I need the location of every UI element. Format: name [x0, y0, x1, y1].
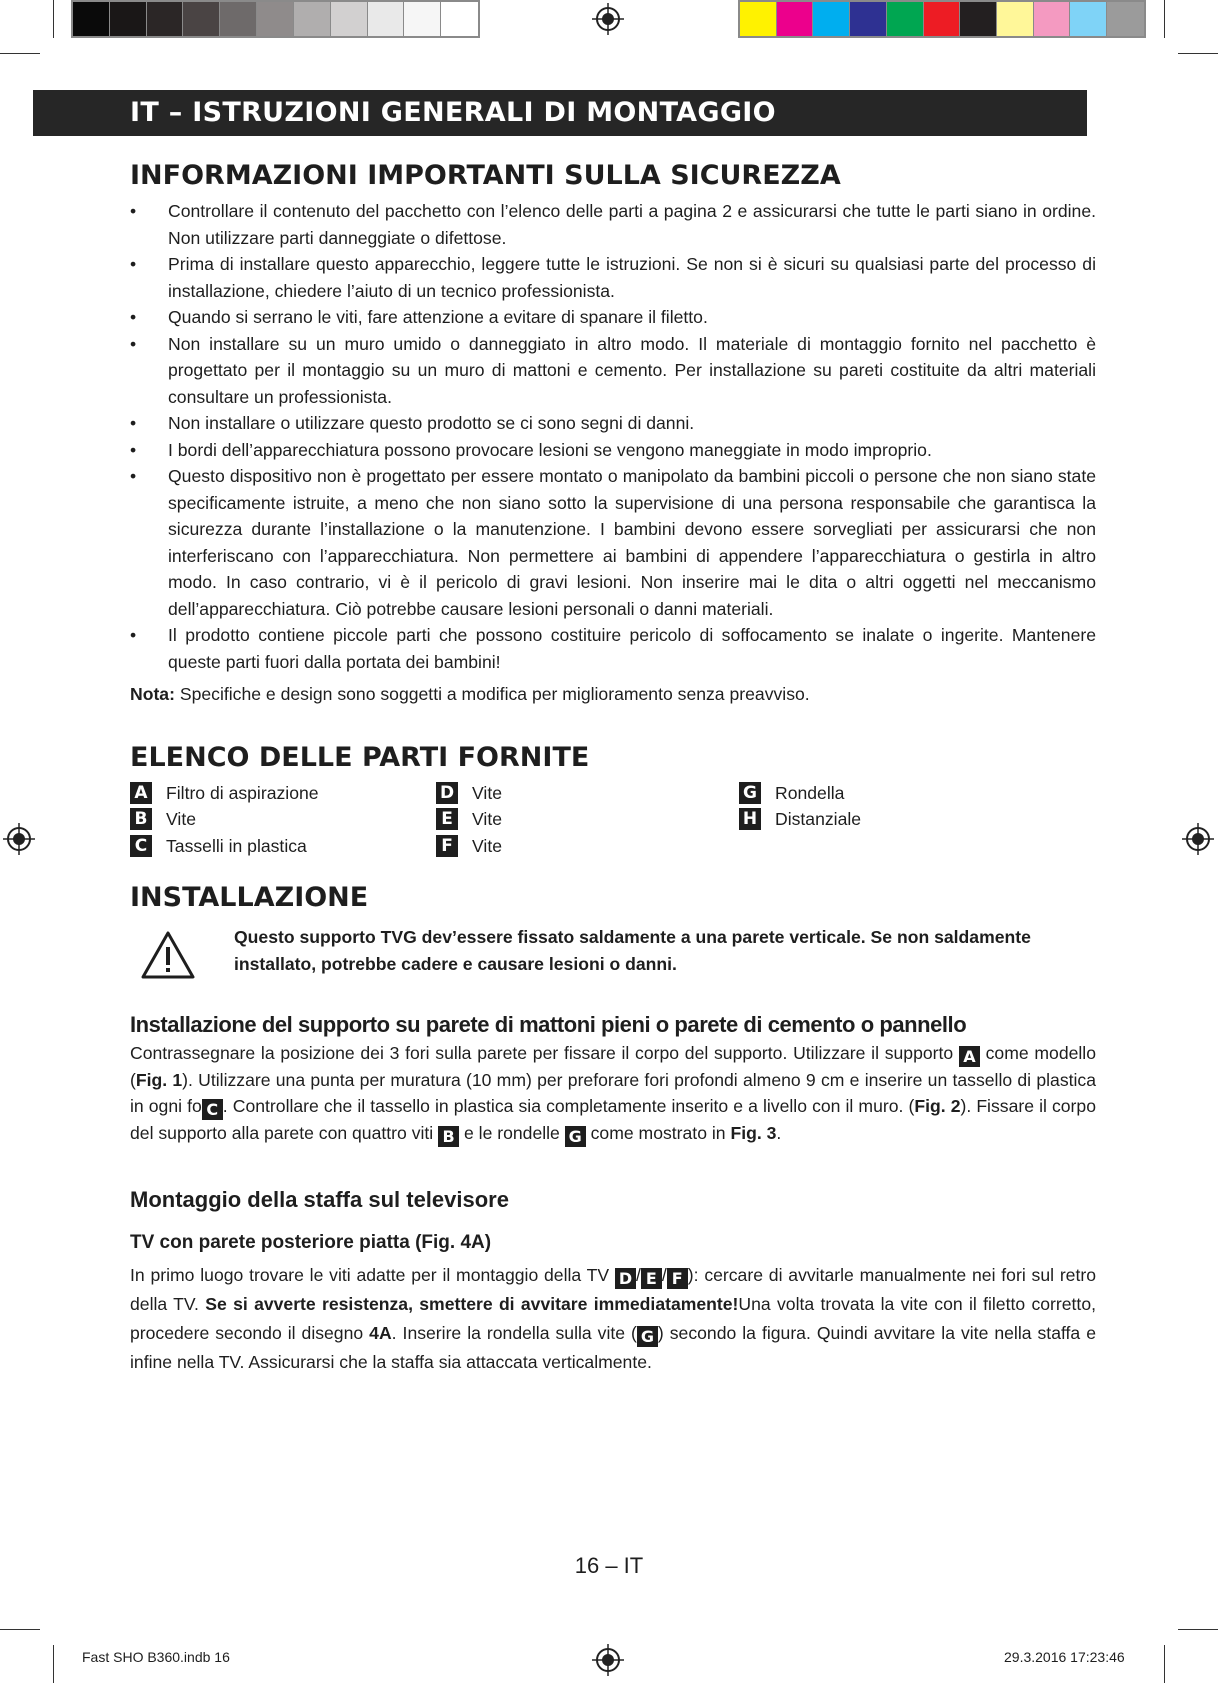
parts-list: [130, 780, 1096, 864]
part-name: Vite: [472, 782, 502, 803]
part-name: Distanziale: [775, 809, 862, 829]
color-swatch: [960, 2, 997, 36]
color-swatch: [924, 2, 961, 36]
parts-column: [436, 780, 502, 860]
figure-ref: Fig. 2: [914, 1096, 961, 1116]
text-run: Una volta trovata la vite con il filetto corretto, procedere secondo il disegno: [130, 1294, 1096, 1343]
part-name: Vite: [472, 809, 502, 829]
safety-item: [130, 251, 1096, 304]
bullet-icon: •: [130, 254, 137, 274]
part-badge-c: C: [202, 1099, 223, 1120]
color-swatch: [887, 2, 924, 36]
note-paragraph: [130, 681, 1096, 708]
figure-ref: Fig. 3: [730, 1123, 777, 1143]
part-letter-badge: G: [739, 782, 761, 804]
part-badge-g: G: [565, 1126, 586, 1147]
bullet-icon: •: [130, 333, 137, 354]
bold-warning-run: Se si avverte resistenza, smettere di avvitare immediatamente!: [205, 1294, 739, 1314]
text-run: ): cercare di avvitarle manualmente nei fori sul retro della TV.: [130, 1265, 1097, 1314]
part-letter-badge: B: [130, 808, 152, 830]
text-run: Contrassegnare la posizione dei 3 fori sulla parete per fissare il corpo del supporto. Utilizzare il supporto: [130, 1042, 959, 1063]
registration-mark-right-icon: [1181, 822, 1215, 856]
part-name: Filtro di aspirazione: [166, 782, 319, 803]
safety-item-text: I bordi dell’apparecchiatura possono provocare lesioni se vengono maneggiate in modo improprio.: [168, 439, 932, 460]
part-item: [436, 806, 502, 833]
safety-item-text: Controllare il contenuto del pacchetto con l’elenco delle parti a pagina 2 e assicurarsi che tutte le parti siano in ordine. Non utilizzare parti danneggiate o difettose.: [168, 201, 1096, 248]
safety-item: [130, 463, 1096, 622]
note-text: Specifiche e design sono soggetti a modifica per miglioramento senza preavviso.: [174, 684, 810, 704]
note-label: Nota:: [130, 684, 175, 704]
color-swatch: [1070, 2, 1107, 36]
crop-mark: [53, 0, 54, 38]
wall-install-heading: Installazione del supporto su parete di mattoni pieni o parete di cemento o pannello: [130, 1011, 967, 1037]
color-swatch: [73, 2, 110, 36]
safety-list: [130, 198, 1096, 675]
registration-mark-bottom-icon: [591, 1643, 625, 1677]
warning-text: Questo supporto TVG dev’essere fissato saldamente a una parete verticale. Se non saldamente installato, potrebbe cadere e causare lesioni o danni.: [234, 926, 1031, 974]
part-badge-a: A: [959, 1046, 980, 1067]
color-swatch: [813, 2, 850, 36]
part-name: Vite: [166, 809, 196, 829]
text-run: /: [635, 1265, 641, 1285]
safety-item-text: Quando si serrano le viti, fare attenzione a evitare di spanare il filetto.: [168, 307, 708, 327]
part-badge-b: B: [438, 1126, 459, 1147]
crop-mark: [1164, 1645, 1165, 1683]
safety-item: [130, 410, 1096, 437]
flat-back-paragraph: [130, 1261, 1096, 1377]
tv-mount-heading: Montaggio della staffa sul televisore: [130, 1187, 509, 1212]
part-item: [130, 780, 319, 807]
part-badge-f: F: [667, 1268, 688, 1289]
crop-mark: [0, 1629, 40, 1630]
color-swatch: [220, 2, 257, 36]
color-swatch: [404, 2, 441, 36]
part-badge-g: G: [637, 1326, 658, 1347]
part-name: Rondella: [775, 782, 845, 803]
page-number: 16 – IT: [574, 1553, 644, 1578]
color-swatch: [257, 2, 294, 36]
crop-mark: [53, 1645, 54, 1683]
text-run: come mostrato in: [585, 1123, 731, 1143]
part-name: Tasselli in plastica: [166, 835, 307, 856]
parts-heading: ELENCO DELLE PARTI FORNITE: [130, 741, 590, 773]
safety-item-text: Il prodotto contiene piccole parti che possono costituire pericolo di soffocamento se inalate o ingerite. Mantenere queste parti fuori dalla portata dei bambini!: [168, 625, 1096, 672]
registration-mark-top-icon: [591, 2, 625, 36]
part-name: Vite: [472, 835, 502, 856]
registration-mark-left-icon: [2, 822, 36, 856]
part-item: [739, 806, 861, 833]
figure-ref: Fig. 1: [135, 1069, 183, 1090]
flat-back-heading: TV con parete posteriore piatta (Fig. 4A): [130, 1232, 492, 1253]
part-item: [739, 780, 861, 807]
color-swatch: [1107, 2, 1144, 36]
text-run: . Inserire la rondella sulla vite (: [391, 1323, 637, 1343]
color-swatch: [294, 2, 331, 36]
bullet-icon: •: [130, 307, 137, 327]
bullet-icon: •: [130, 413, 137, 433]
text-run: come modello (: [130, 1042, 1096, 1090]
wall-install-paragraph: [130, 1040, 1096, 1148]
part-item: [436, 780, 502, 807]
part-badge-e: E: [641, 1268, 662, 1289]
color-swatch: [110, 2, 147, 36]
safety-item-text: Non installare o utilizzare questo prodotto se ci sono segni di danni.: [168, 413, 695, 433]
grayscale-color-bar: [71, 0, 480, 38]
safety-item: [130, 331, 1096, 411]
color-swatch: [183, 2, 220, 36]
bullet-icon: •: [130, 466, 137, 486]
figure-ref: 4A: [369, 1323, 392, 1343]
text-run: /: [661, 1265, 667, 1285]
color-swatch: [331, 2, 368, 36]
part-letter-badge: D: [436, 782, 458, 804]
text-run: . Controllare che il tassello in plastica sia completamente inserito e a livello con il muro. (: [222, 1096, 915, 1116]
text-run: ). Utilizzare una punta per muratura (10 mm) per preforare fori profondi almeno 9 cm e inserire un tassello di plastica in ogni fo: [130, 1069, 1096, 1116]
bullet-icon: •: [130, 201, 137, 221]
safety-item: [130, 304, 1096, 331]
part-letter-badge: F: [436, 835, 458, 857]
color-swatch: [147, 2, 184, 36]
safety-item-text: Prima di installare questo apparecchio, leggere tutte le istruzioni. Se non si è sicuri su qualsiasi parte del processo di installazione, chiedere l’aiuto di un tecnico professionista.: [168, 254, 1096, 301]
color-swatch: [850, 2, 887, 36]
part-letter-badge: C: [130, 835, 152, 857]
color-swatch: [368, 2, 405, 36]
part-item: [130, 833, 319, 860]
text-run: e le rondelle: [459, 1123, 565, 1143]
part-item: [436, 833, 502, 860]
section-header-band: IT – ISTRUZIONI GENERALI DI MONTAGGIO: [33, 90, 1087, 136]
warning-block: [130, 924, 1096, 990]
part-letter-badge: H: [739, 808, 761, 830]
crop-mark: [1178, 1629, 1218, 1630]
installation-heading: INSTALLAZIONE: [130, 881, 369, 913]
crop-mark: [1178, 53, 1218, 54]
text-run: In primo luogo trovare le viti adatte per il montaggio della TV: [130, 1265, 615, 1285]
part-letter-badge: A: [130, 782, 152, 804]
crop-mark: [0, 53, 40, 54]
safety-item: [130, 437, 1096, 464]
safety-heading: INFORMAZIONI IMPORTANTI SULLA SICUREZZA: [130, 160, 841, 191]
color-swatch: [441, 2, 478, 36]
bullet-icon: •: [130, 625, 137, 645]
color-swatch: [1034, 2, 1071, 36]
part-letter-badge: E: [436, 808, 458, 830]
text-run: ) secondo la figura. Quindi avvitare la vite nella staffa e infine nella TV. Assicurarsi che la staffa sia attaccata verticalmente.: [130, 1323, 1096, 1372]
footer-file-name: Fast SHO B360.indb 16: [82, 1649, 230, 1665]
part-item: [130, 806, 319, 833]
footer-date-time: 29.3.2016 17:23:46: [1004, 1649, 1125, 1665]
color-swatch: [740, 2, 777, 36]
page-content: [130, 158, 1096, 1377]
safety-item-text: Non installare su un muro umido o danneggiato in altro modo. Il materiale di montaggio fornito nel pacchetto è progettato per il montaggio su un muro di mattoni e cemento. Per installazione su pareti costituite da altri materiali consultare un professionista.: [168, 333, 1096, 407]
crop-mark: [1164, 0, 1165, 38]
color-swatch: [777, 2, 814, 36]
safety-item-text: Questo dispositivo non è progettato per essere montato o manipolato da bambini piccoli o persone che non siano state specificamente istruite, a meno che non siano sotto la supervisione di una persona responsabile che garantisca la sicurezza durante l’installazione o la manutenzione. I bambini devono essere sorvegliati per assicurarsi che non interferiscano con l’apparecchiatura. Non permettere ai bambini di appendere l’apparecchiatura o gestirla in altro modo. In caso contrario, vi è il pericolo di gravi lesioni. Non inserire mai le dita o altri oggetti nel meccanismo dell’apparecchiatura. Ciò potrebbe causare lesioni personali o danni materiali.: [168, 466, 1096, 619]
process-color-bar: [738, 0, 1146, 38]
bullet-icon: •: [130, 439, 137, 460]
color-swatch: [997, 2, 1034, 36]
parts-column: [739, 780, 861, 833]
warning-triangle-icon: [140, 930, 196, 980]
part-badge-d: D: [615, 1268, 636, 1289]
parts-column: [130, 780, 319, 860]
safety-item: [130, 198, 1096, 251]
safety-item: [130, 622, 1096, 675]
text-run: ). Fissare il corpo del supporto alla parete con quattro viti: [130, 1096, 1096, 1143]
text-run: .: [776, 1123, 782, 1143]
